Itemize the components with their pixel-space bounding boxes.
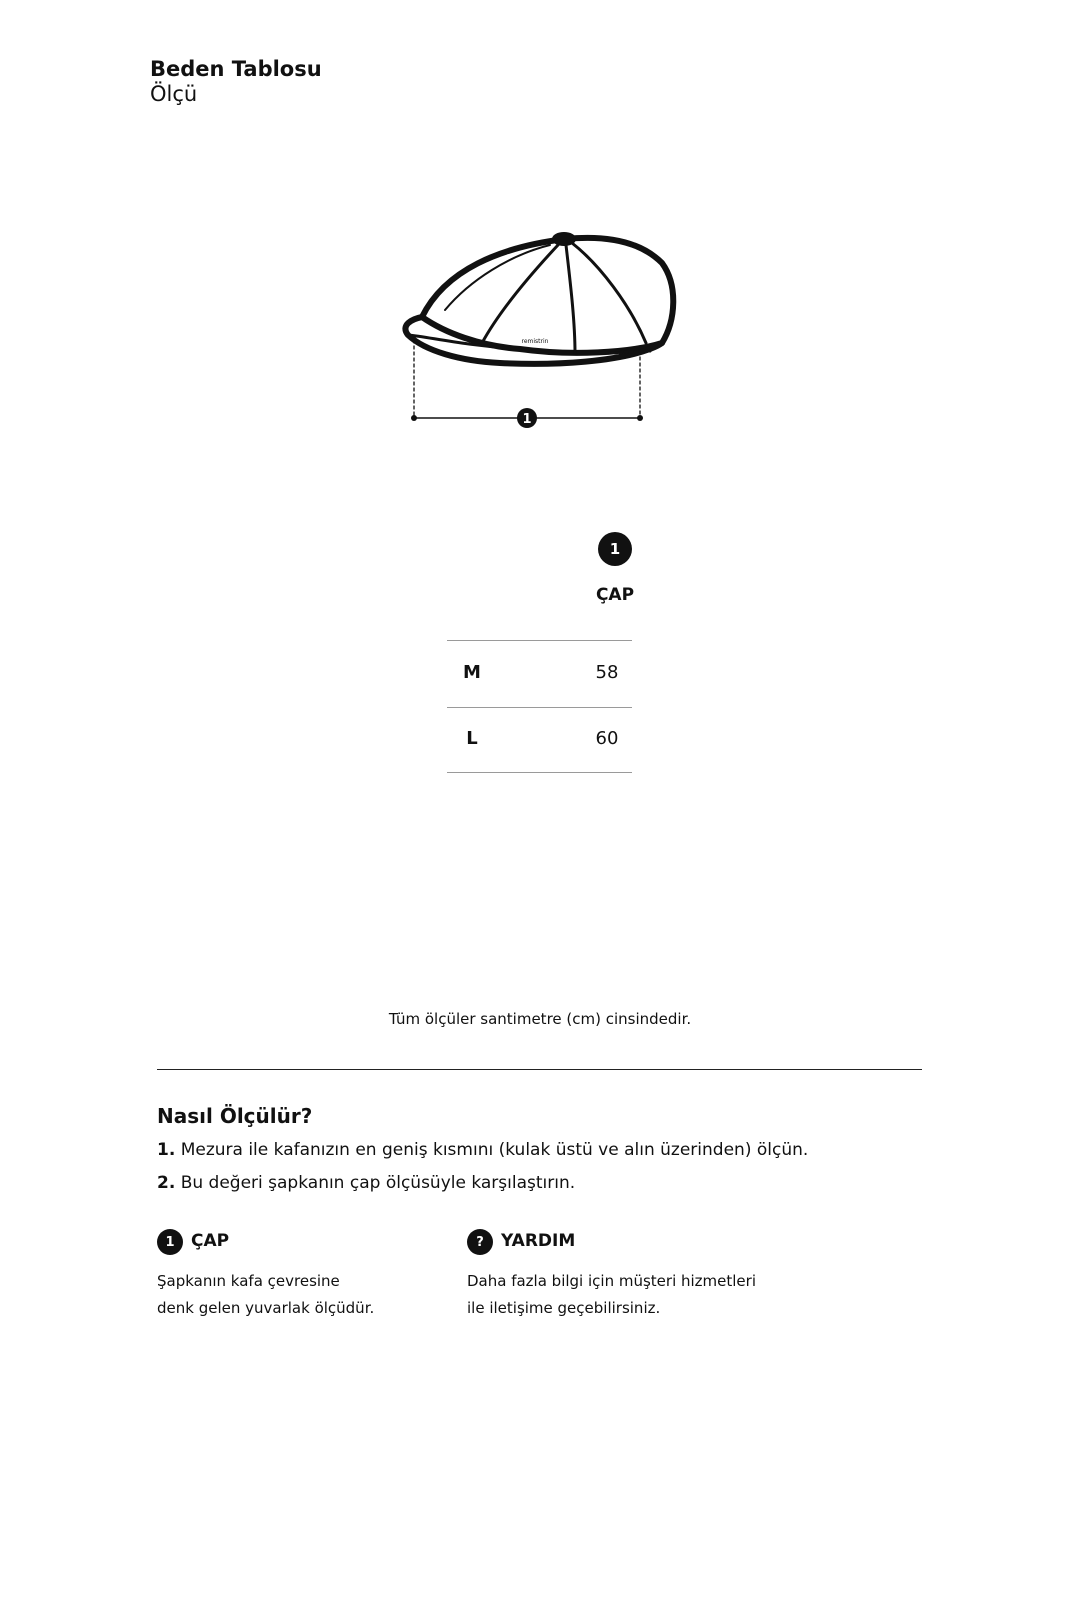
help-info-line: Daha fazla bilgi için müşteri hizmetleri [467,1272,756,1290]
howto-step-2 [157,1173,575,1193]
size-value-m: 58 [595,662,619,683]
help-info-text [467,1268,787,1322]
page-subtitle: Ölçü [150,82,198,106]
size-value-l: 60 [595,728,619,749]
table-rule [447,707,632,708]
table-rule [447,640,632,641]
size-label-l: L [466,728,478,749]
cap-info-title: ÇAP [191,1231,230,1251]
measure-end-left [411,415,417,421]
hat-seam-1 [482,245,558,343]
step-number: 2. [157,1173,176,1193]
help-info-line: ile iletişime geçebilirsiniz. [467,1299,661,1317]
step-number: 1. [157,1140,176,1160]
hat-diagram [400,225,690,440]
measure-marker-label: 1 [522,412,532,427]
hat-logo-text: remistrin [521,338,549,345]
cap-info-line: Şapkanın kafa çevresine [157,1272,340,1290]
column-header-cap: ÇAP [595,585,635,605]
hat-seam-3 [572,243,646,343]
hat-seam-2 [566,245,575,353]
cap-info-line: denk gelen yuvarlak ölçüdür. [157,1299,375,1317]
measure-end-right [637,415,643,421]
table-rule [447,772,632,773]
cap-info-text [157,1268,477,1322]
step-text: Bu değeri şapkanın çap ölçüsüyle karşılaştırın. [180,1173,576,1193]
howto-title: Nasıl Ölçülür? [157,1104,313,1128]
help-info-title: YARDIM [501,1231,576,1251]
page-title: Beden Tablosu [150,57,322,81]
step-text: Mezura ile kafanızın en geniş kısmını (kulak üstü ve alın üzerinden) ölçün. [180,1140,809,1160]
section-divider [157,1069,922,1070]
cap-badge-icon: 1 [157,1229,183,1255]
howto-step-1 [157,1140,808,1160]
size-label-m: M [463,662,481,683]
help-icon: ? [467,1229,493,1255]
column-badge: 1 [598,532,632,566]
units-note: Tüm ölçüler santimetre (cm) cinsindedir. [388,1010,692,1028]
